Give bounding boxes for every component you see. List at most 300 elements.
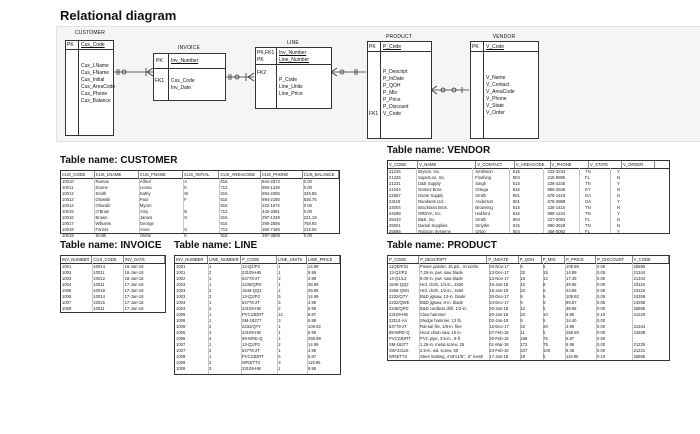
table-cell: Smith bbox=[95, 233, 107, 238]
line-pk-label-2: PK bbox=[257, 57, 264, 63]
table-cell: 39.95 bbox=[308, 288, 319, 293]
table-cell: 1007 bbox=[176, 348, 186, 353]
table-cell: 0.00 bbox=[303, 233, 312, 238]
table-cell: Hakford bbox=[475, 211, 490, 216]
table-cell: 14-Q1/L3 bbox=[389, 276, 407, 281]
table-cell: 14.99 bbox=[308, 264, 319, 269]
customer-table-header bbox=[61, 171, 339, 179]
table-cell: 16-Jan-18 bbox=[124, 270, 144, 275]
column-header: INV_DATE bbox=[124, 256, 165, 263]
table-cell: 0.00 bbox=[597, 288, 606, 293]
table-cell: 4.99 bbox=[308, 300, 317, 305]
table-cell: 3 bbox=[209, 366, 212, 371]
table-cell: 17-Jan-18 bbox=[124, 288, 144, 293]
table-cell: 15-Jan-18 bbox=[489, 288, 509, 293]
table-cell: 119.95 bbox=[565, 354, 579, 359]
table-cell: GA bbox=[585, 193, 592, 198]
table-cell: 3 bbox=[209, 294, 212, 299]
table-cell: 54778-2T bbox=[242, 348, 260, 353]
table-cell: 1 bbox=[209, 300, 212, 305]
table-cell: Smith bbox=[475, 217, 486, 222]
relational-diagram-panel bbox=[56, 26, 700, 142]
table-cell: Rat-tail file, 1/8-in. fine bbox=[420, 324, 462, 329]
table-cell: 1001 bbox=[176, 270, 186, 275]
table-cell: James bbox=[139, 215, 153, 220]
table-cell: 10019 bbox=[62, 233, 74, 238]
table-cell: 1 bbox=[278, 348, 281, 353]
table-cell: 21344 bbox=[389, 187, 401, 192]
vendor-field: V_AreaCode bbox=[486, 89, 515, 95]
column-header: INV_NUMBER bbox=[61, 256, 92, 263]
table-cell: 38.95 bbox=[565, 306, 577, 311]
invoice-entity bbox=[153, 53, 226, 101]
vendor-field: V_State bbox=[486, 103, 504, 109]
table-cell: 615 bbox=[220, 221, 228, 226]
table-cell: 5 bbox=[543, 264, 546, 269]
table-cell: Ramas bbox=[95, 179, 109, 184]
table-cell: 1 bbox=[278, 336, 281, 341]
column-header: CUS_CODE bbox=[92, 256, 123, 263]
table-cell: 216.55 bbox=[303, 227, 317, 232]
vendor-field: V_Name bbox=[486, 75, 506, 81]
table-cell: 1008 bbox=[176, 354, 186, 359]
table-cell: 0.00 bbox=[597, 348, 606, 353]
table-cell: 615 bbox=[512, 187, 520, 192]
table-cell: 7.25-in. pwr. saw blade bbox=[420, 270, 463, 275]
product-field: P_Discount bbox=[383, 104, 409, 110]
column-header: P_CODE bbox=[241, 256, 277, 263]
table-cell: 14.99 bbox=[308, 342, 319, 347]
table-cell: G bbox=[184, 227, 188, 232]
table-row bbox=[61, 306, 165, 312]
table-cell: 8 bbox=[543, 282, 546, 287]
invoice-table bbox=[60, 255, 166, 313]
table-cell: 615 bbox=[220, 215, 228, 220]
customer-table bbox=[60, 170, 340, 238]
table-cell: Alfred bbox=[139, 179, 151, 184]
table-cell: Dunne bbox=[95, 185, 108, 190]
table-cell: 1006 bbox=[176, 330, 186, 335]
table-cell: 615 bbox=[220, 233, 228, 238]
table-cell: 768.93 bbox=[303, 221, 317, 226]
table-cell: 894-2180 bbox=[262, 197, 280, 202]
table-cell: 0.00 bbox=[597, 282, 606, 287]
table-cell: 11QER/31 bbox=[389, 264, 409, 269]
table-cell: 1008 bbox=[176, 360, 186, 365]
invoice-fk-label: FK1 bbox=[155, 78, 165, 84]
table-cell: 14.99 bbox=[308, 294, 319, 299]
table-cell: 10016 bbox=[62, 215, 74, 220]
column-header: V_NAME bbox=[418, 161, 476, 168]
table-cell: 215-8995 bbox=[547, 175, 566, 180]
table-cell: 2232/QWE bbox=[389, 300, 410, 305]
table-cell: GA bbox=[585, 199, 592, 204]
invoice-table-title: Table name: INVOICE bbox=[60, 240, 162, 251]
table-cell: 0.00 bbox=[597, 324, 606, 329]
table-cell: 24288 bbox=[633, 300, 646, 305]
table-cell: 109.92 bbox=[308, 324, 321, 329]
table-cell: 17-Jan-18 bbox=[124, 306, 144, 311]
product-entity bbox=[367, 41, 432, 139]
table-cell: 904 bbox=[512, 217, 520, 222]
table-cell: 536.75 bbox=[303, 197, 317, 202]
table-cell: Y bbox=[616, 169, 620, 174]
table-row bbox=[388, 229, 669, 235]
table-cell: 0.05 bbox=[597, 306, 606, 311]
table-cell: 23109-HB bbox=[242, 270, 261, 275]
table-cell: 32 bbox=[520, 270, 525, 275]
column-header: P_DESCRIPT bbox=[419, 256, 487, 263]
table-cell: 1.25-in. metal screw, 25 bbox=[420, 342, 465, 347]
table-cell: 15 bbox=[543, 270, 548, 275]
table-cell: 0.10 bbox=[597, 354, 606, 359]
table-cell: 894-2285 bbox=[262, 191, 280, 196]
table-cell: Smythe bbox=[475, 223, 490, 228]
table-cell: 25501 bbox=[389, 223, 401, 228]
column-header: CUS_FNAME bbox=[139, 171, 183, 178]
table-cell: 3 bbox=[278, 318, 281, 323]
table-cell: 615 bbox=[220, 191, 228, 196]
table-cell: 23109-HB bbox=[389, 312, 408, 317]
vendor-entity-title: VENDOR bbox=[492, 34, 516, 40]
table-cell: 2 bbox=[209, 288, 212, 293]
table-cell: 0.00 bbox=[303, 185, 312, 190]
table-cell: 12 bbox=[278, 312, 283, 317]
table-cell: 30-Dec-17 bbox=[489, 294, 509, 299]
table-cell: 1 bbox=[278, 264, 281, 269]
table-cell: 21344 bbox=[633, 270, 646, 275]
table-cell: 237 bbox=[520, 348, 528, 353]
table-cell: 07-Feb-18 bbox=[489, 330, 509, 335]
table-cell: 10013 bbox=[62, 197, 74, 202]
table-cell: 20-Jan-18 bbox=[489, 312, 509, 317]
table-cell: 23 bbox=[520, 288, 525, 293]
table-cell: 1001 bbox=[62, 264, 72, 269]
table-cell: N bbox=[616, 175, 620, 180]
table-cell: TN bbox=[585, 181, 591, 186]
product-table bbox=[387, 255, 670, 361]
table-cell: 4.99 bbox=[565, 324, 575, 329]
table-cell: 5 bbox=[543, 294, 546, 299]
table-cell: 1003 bbox=[176, 294, 186, 299]
vendor-table bbox=[387, 160, 670, 234]
table-cell: 5 bbox=[543, 318, 546, 323]
table-cell: 10014 bbox=[93, 264, 105, 269]
table-cell: 13-Nov-17 bbox=[489, 276, 509, 281]
table-cell: 15-Jan-18 bbox=[489, 282, 509, 287]
table-cell: 1 bbox=[209, 276, 212, 281]
table-cell: 24-Dec-17 bbox=[489, 300, 509, 305]
table-cell: 1005 bbox=[176, 312, 186, 317]
table-cell: 14.40 bbox=[565, 318, 577, 323]
table-cell: 3 bbox=[209, 330, 212, 335]
table-cell: 99.87 bbox=[565, 300, 577, 305]
table-cell: 25595 bbox=[633, 354, 646, 359]
table-cell: 54778-2T bbox=[242, 300, 260, 305]
table-cell: G bbox=[184, 215, 188, 220]
table-cell: B&D cordless drill, 1/2-in. bbox=[420, 306, 468, 311]
invoice-pk-field: Inv_Number bbox=[171, 58, 199, 64]
table-cell: 890-3529 bbox=[547, 223, 566, 228]
table-cell: 13-Q2/P2 bbox=[242, 342, 260, 347]
table-cell: 23109-HB bbox=[242, 306, 261, 311]
table-cell: 9.95 bbox=[308, 330, 317, 335]
table-cell: 0.00 bbox=[597, 336, 606, 341]
table-cell: 23119 bbox=[389, 199, 401, 204]
table-cell: Smithson bbox=[475, 169, 493, 174]
table-cell: 1003 bbox=[176, 282, 186, 287]
table-cell: 615 bbox=[512, 205, 520, 210]
table-cell: Farriss bbox=[95, 227, 109, 232]
column-header: CUS_AREACODE bbox=[219, 171, 261, 178]
table-cell: 75 bbox=[543, 342, 548, 347]
column-header: V_PHONE bbox=[551, 161, 590, 168]
table-cell: 15-Dec-17 bbox=[489, 324, 509, 329]
product-field: P_InDate bbox=[383, 76, 404, 82]
table-cell: 10010 bbox=[62, 179, 74, 184]
table-cell: O'Brian bbox=[95, 209, 110, 214]
table-row bbox=[175, 366, 340, 372]
table-cell: Claw hammer bbox=[420, 312, 446, 317]
table-cell: Sledge hammer, 12 lb. bbox=[420, 318, 462, 323]
table-cell: 1001 bbox=[176, 264, 186, 269]
table-cell: K bbox=[184, 233, 188, 238]
table-cell: Y bbox=[616, 211, 620, 216]
invoice-pk-label: PK bbox=[156, 58, 163, 64]
vendor-table-header bbox=[388, 161, 669, 169]
table-cell: 290-2556 bbox=[262, 221, 280, 226]
table-cell: FL bbox=[585, 229, 590, 234]
table-cell: 11 bbox=[520, 330, 525, 335]
table-cell: PVC23DRT bbox=[242, 312, 264, 317]
table-cell: 1006 bbox=[176, 336, 186, 341]
product-pk-field: P_Code bbox=[383, 44, 402, 50]
table-cell: 119.95 bbox=[308, 360, 321, 365]
table-cell: 5.87 bbox=[308, 312, 317, 317]
table-cell: 256.99 bbox=[565, 330, 579, 335]
table-cell: 172 bbox=[520, 342, 528, 347]
table-cell: 10011 bbox=[93, 306, 105, 311]
column-header: INV_NUMBER bbox=[175, 256, 208, 263]
table-cell: 39.95 bbox=[565, 282, 577, 287]
table-cell: 1 bbox=[278, 270, 281, 275]
table-cell: 0.00 bbox=[597, 276, 606, 281]
product-field: V_Code bbox=[383, 111, 402, 117]
table-cell: 1007 bbox=[176, 342, 186, 347]
table-cell: 188 bbox=[520, 336, 528, 341]
table-cell: 0.00 bbox=[597, 342, 606, 347]
vendor-field: V_Phone bbox=[486, 96, 507, 102]
table-cell: B&K, Inc. bbox=[418, 217, 436, 222]
table-cell: 615 bbox=[512, 211, 520, 216]
invoice-field: Inv_Date bbox=[171, 85, 192, 91]
table-cell: 2 bbox=[278, 342, 281, 347]
table-cell: 382-7185 bbox=[262, 227, 280, 232]
table-cell: 10014 bbox=[93, 294, 105, 299]
table-cell: 615 bbox=[512, 223, 520, 228]
table-cell: Leona bbox=[139, 185, 152, 190]
page-title: Relational diagram bbox=[60, 8, 177, 23]
table-cell: 21344 bbox=[633, 324, 646, 329]
table-cell: 228-3245 bbox=[547, 181, 566, 186]
table-cell: TN bbox=[585, 205, 591, 210]
table-cell: 22567 bbox=[389, 193, 401, 198]
table-cell: 54778-2T bbox=[389, 324, 407, 329]
table-cell: 615 bbox=[220, 179, 228, 184]
table-cell: 1004 bbox=[176, 306, 186, 311]
table-row bbox=[61, 233, 339, 239]
table-cell: 8.45 bbox=[565, 348, 575, 353]
table-cell: 6.99 bbox=[565, 342, 575, 347]
table-cell: 10012 bbox=[62, 191, 74, 196]
product-table-header bbox=[388, 256, 669, 264]
column-header: LINE_PRICE bbox=[307, 256, 340, 263]
table-cell: 54778-2T bbox=[242, 276, 260, 281]
column-header: CUS_BALANCE bbox=[303, 171, 339, 178]
table-cell: Singh bbox=[475, 181, 486, 186]
table-cell: FL bbox=[585, 217, 590, 222]
table-cell: Amy bbox=[139, 209, 149, 214]
table-cell: SuperLoo, Inc. bbox=[418, 175, 446, 180]
table-cell: 713 bbox=[220, 209, 228, 214]
column-header: P_CODE bbox=[388, 256, 419, 263]
table-cell: A bbox=[184, 179, 188, 184]
table-cell: 23109-HB bbox=[242, 366, 261, 371]
table-cell: 13-Q2/P2 bbox=[242, 264, 260, 269]
table-cell: N bbox=[616, 205, 620, 210]
table-cell: 0.00 bbox=[303, 203, 312, 208]
table-cell: 1 bbox=[209, 282, 212, 287]
column-header: V_AREACODE bbox=[515, 161, 551, 168]
table-row bbox=[388, 354, 669, 360]
column-header: LINE_UNITS bbox=[277, 256, 307, 263]
table-cell: Rubicon Systems bbox=[418, 229, 451, 234]
table-cell: 21225 bbox=[633, 342, 646, 347]
table-cell: W bbox=[184, 191, 189, 196]
table-cell: 10012 bbox=[93, 276, 105, 281]
table-cell: 23 bbox=[520, 312, 525, 317]
table-cell: 901 bbox=[512, 193, 520, 198]
table-cell: 3 bbox=[278, 300, 281, 305]
table-cell: N bbox=[616, 217, 620, 222]
line-pk-field: Inv_Number bbox=[279, 50, 307, 56]
line-pk-field: Line_Number bbox=[279, 57, 310, 63]
table-cell: 4.99 bbox=[308, 348, 317, 353]
product-field: P_Min bbox=[383, 90, 398, 96]
table-cell: 23119 bbox=[633, 288, 645, 293]
table-cell: 844-2573 bbox=[262, 179, 280, 184]
table-cell: 21231 bbox=[633, 348, 646, 353]
vendor-pk-field: V_Code bbox=[486, 44, 505, 50]
table-cell: Smith bbox=[95, 191, 107, 196]
line-table-header bbox=[175, 256, 340, 264]
customer-field: Cus_Phone bbox=[81, 91, 108, 97]
table-cell: 1006 bbox=[176, 324, 186, 329]
table-cell: 23119 bbox=[633, 282, 645, 287]
table-cell: PVC23DRT bbox=[242, 354, 264, 359]
table-cell: 1 bbox=[209, 342, 212, 347]
table-cell: 43.99 bbox=[565, 288, 577, 293]
table-cell: 38.95 bbox=[308, 282, 319, 287]
table-cell: 100 bbox=[543, 348, 551, 353]
product-table-title: Table name: PRODUCT bbox=[387, 240, 497, 251]
table-cell: Randsets Ltd. bbox=[418, 199, 444, 204]
table-cell: Y bbox=[616, 229, 620, 234]
table-cell: 9.95 bbox=[565, 312, 575, 317]
table-cell: 1002 bbox=[62, 270, 72, 275]
table-cell: 2 bbox=[209, 324, 212, 329]
table-cell: Ortega bbox=[475, 187, 489, 192]
table-cell: 9.95 bbox=[308, 270, 317, 275]
table-cell: B&D jigsaw, 8-in. blade bbox=[420, 300, 464, 305]
table-cell: KY bbox=[585, 187, 591, 192]
table-cell: 0.05 bbox=[597, 330, 606, 335]
invoice-entity-title: INVOICE bbox=[178, 45, 200, 51]
table-cell: TN bbox=[585, 223, 591, 228]
table-cell: 1558-QW1 bbox=[389, 288, 410, 293]
customer-table-title: Table name: CUSTOMER bbox=[60, 155, 178, 166]
invoice-table-header bbox=[61, 256, 165, 264]
product-entity-title: PRODUCT bbox=[385, 34, 413, 40]
table-cell: 5 bbox=[543, 306, 546, 311]
line-field: Line_Units bbox=[279, 84, 303, 90]
table-cell: TN bbox=[585, 211, 591, 216]
table-cell: 01-Mar-18 bbox=[489, 342, 509, 347]
column-header: V_CODE bbox=[388, 161, 418, 168]
table-cell: 18 bbox=[520, 354, 525, 359]
table-cell: 1 bbox=[278, 288, 281, 293]
table-cell: 24004 bbox=[389, 205, 401, 210]
table-cell: Browning bbox=[475, 205, 493, 210]
customer-entity-title: CUSTOMER bbox=[74, 30, 106, 36]
table-cell: 2 bbox=[209, 270, 212, 275]
table-cell: 256.99 bbox=[308, 336, 321, 341]
table-cell: 21344 bbox=[633, 276, 646, 281]
column-header: LINE_NUMBER bbox=[208, 256, 241, 263]
table-cell: 615 bbox=[512, 169, 520, 174]
table-cell: 297-1228 bbox=[262, 215, 280, 220]
table-cell: Olette bbox=[139, 233, 152, 238]
table-cell: 10018 bbox=[93, 288, 105, 293]
table-cell: 10011 bbox=[93, 282, 105, 287]
table-cell: 0.05 bbox=[597, 300, 606, 305]
table-cell: 898-1234 bbox=[547, 211, 566, 216]
table-cell: 75 bbox=[543, 336, 548, 341]
table-cell: George bbox=[139, 221, 154, 226]
table-cell: Hrd. cloth, 1/4-in., 2x50 bbox=[420, 282, 464, 287]
column-header: P_QOH bbox=[519, 256, 542, 263]
table-cell: 5 bbox=[278, 294, 281, 299]
table-cell: 24288 bbox=[389, 211, 401, 216]
product-field: P_QOH bbox=[383, 83, 401, 89]
table-cell: 1 bbox=[278, 330, 281, 335]
table-cell: K bbox=[184, 185, 188, 190]
table-cell: 17-Jan-18 bbox=[489, 354, 509, 359]
table-cell: 1008 bbox=[62, 306, 72, 311]
table-cell: PVC pipe, 3.5-in., 8-ft bbox=[420, 336, 461, 341]
table-cell: 10017 bbox=[62, 221, 74, 226]
column-header: P_MIN bbox=[542, 256, 565, 263]
table-cell: 0.00 bbox=[303, 209, 312, 214]
table-cell: 2 bbox=[209, 360, 212, 365]
table-cell: Power painter, 15 psi., 3-nozzle bbox=[420, 264, 479, 269]
line-table-title: Table name: LINE bbox=[174, 240, 258, 251]
table-cell: 0.00 bbox=[597, 318, 606, 323]
table-cell: 0.00 bbox=[303, 179, 312, 184]
table-cell: Anderson bbox=[475, 199, 494, 204]
table-cell: 1 bbox=[209, 264, 212, 269]
table-cell: 21225 bbox=[389, 169, 401, 174]
